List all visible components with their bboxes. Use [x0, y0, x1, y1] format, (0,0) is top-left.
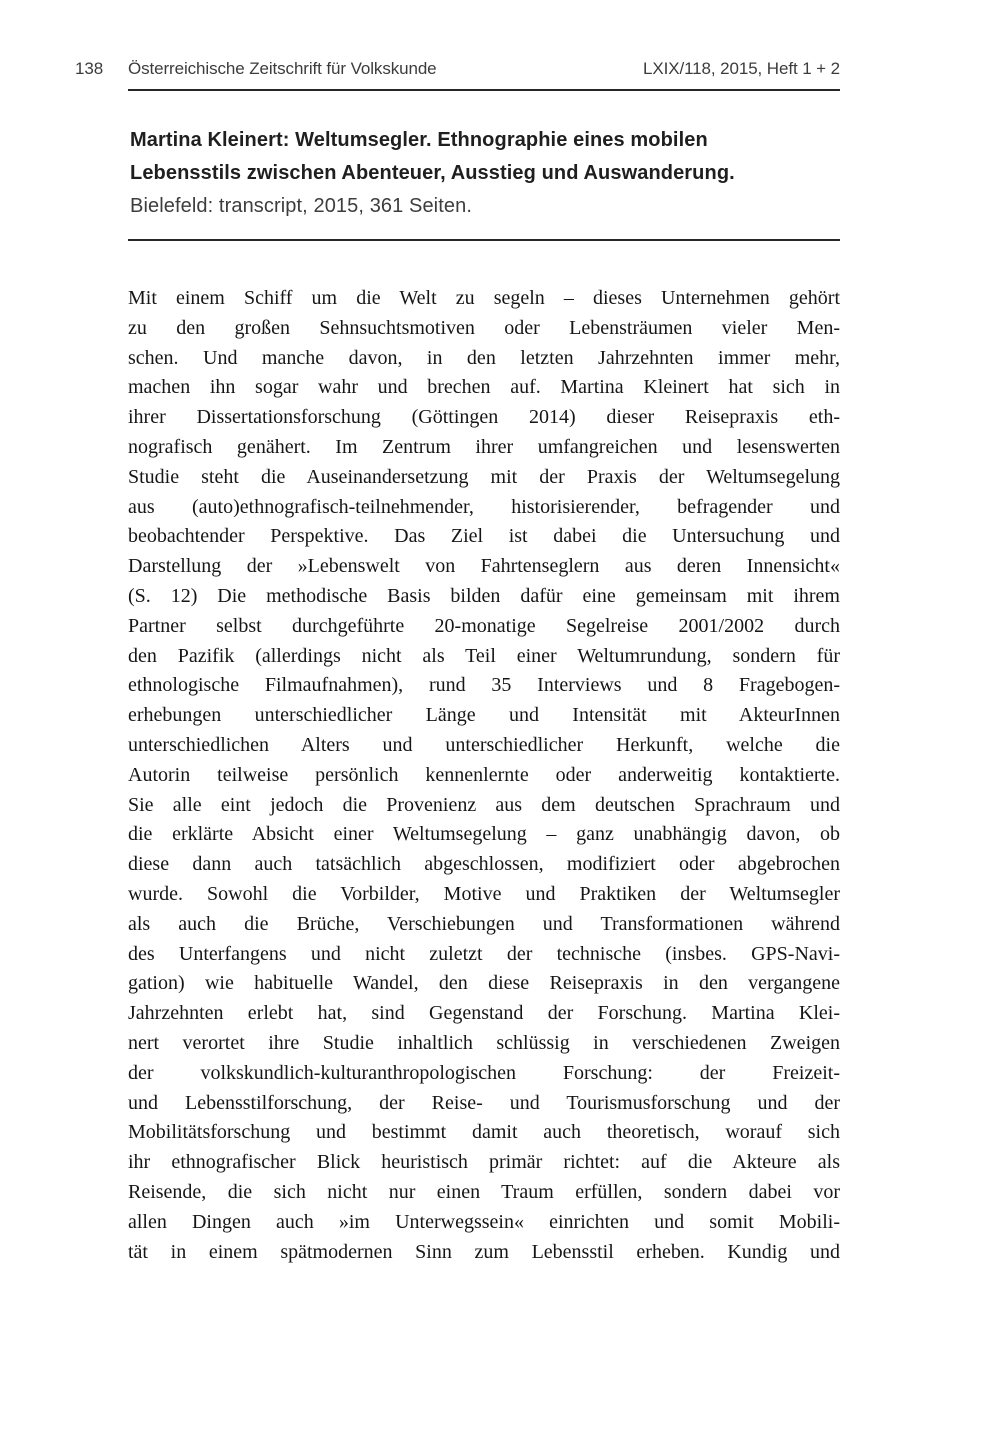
- title-divider: [128, 239, 840, 241]
- body-line: gation) wie habituelle Wandel, den diese Reisepraxis in den vergangene: [128, 972, 840, 995]
- body-line: tät in einem spätmodernen Sinn zum Lebensstil erheben. Kundig und: [128, 1240, 840, 1263]
- body-line: nografisch genähert. Im Zentrum ihrer umfangreichen und lesenswerten: [128, 435, 840, 458]
- body-line: Mit einem Schiff um die Welt zu segeln – dieses Unternehmen gehört: [128, 287, 840, 309]
- body-line: allen Dingen auch »im Unterwegssein« einrichten und somit Mobili-: [128, 1210, 840, 1233]
- book-title-line-2: Lebensstils zwischen Abenteuer, Ausstieg und Auswanderung.: [130, 162, 735, 184]
- body-line: unterschiedlichen Alters und unterschiedlicher Herkunft, welche die: [128, 733, 840, 756]
- body-line: ihr ethnografischer Blick heuristisch primär richtet: auf die Akteure als: [128, 1151, 840, 1174]
- body-line: Sie alle eint jedoch die Provenienz aus dem deutschen Sprachraum und: [128, 793, 840, 816]
- body-line: schen. Und manche davon, in den letzten Jahrzehnten immer mehr,: [128, 346, 840, 369]
- body-line: Reisende, die sich nicht nur einen Traum erfüllen, sondern dabei vor: [128, 1180, 840, 1203]
- book-title-line-1: Martina Kleinert: Weltumsegler. Ethnographie eines mobilen: [130, 129, 708, 151]
- book-imprint: Bielefeld: transcript, 2015, 361 Seiten.: [130, 195, 472, 217]
- review-heading: [130, 124, 842, 223]
- body-line: ihrer Dissertationsforschung (Göttingen 2014) dieser Reisepraxis eth-: [128, 406, 840, 429]
- body-line: als auch die Brüche, Verschiebungen und Transformationen während: [128, 912, 840, 935]
- body-line: erhebungen unterschiedlicher Länge und Intensität mit AkteurInnen: [128, 704, 840, 727]
- body-line: den Pazifik (allerdings nicht als Teil einer Weltumrundung, sondern für: [128, 644, 840, 667]
- issue-info: LXIX/118, 2015, Heft 1 + 2: [643, 59, 840, 78]
- header-divider: [128, 89, 840, 91]
- running-header: [0, 59, 1000, 79]
- body-line: Partner selbst durchgeführte 20-monatige Segelreise 2001/2002 durch: [128, 614, 840, 637]
- body-line: nert verortet ihre Studie inhaltlich schlüssig in verschiedenen Zweigen: [128, 1031, 840, 1054]
- body-line: zu den großen Sehnsuchtsmotiven oder Lebensträumen vieler Men-: [128, 316, 840, 339]
- review-body: [128, 284, 840, 1267]
- body-line: aus (auto)ethnografisch-teilnehmender, historisierender, befragender und: [128, 495, 840, 518]
- body-line: des Unterfangens und nicht zuletzt der technische (insbes. GPS-Navi-: [128, 942, 840, 965]
- journal-title: Österreichische Zeitschrift für Volkskunde: [128, 59, 437, 78]
- body-line: beobachtender Perspektive. Das Ziel ist dabei die Untersuchung und: [128, 525, 840, 548]
- body-line: der volkskundlich-kulturanthropologischen Forschung: der Freizeit-: [128, 1061, 840, 1084]
- page-number: 138: [75, 59, 104, 78]
- body-line: und Lebensstilforschung, der Reise- und Tourismusforschung und der: [128, 1091, 840, 1114]
- body-line: (S. 12) Die methodische Basis bilden dafür eine gemeinsam mit ihrem: [128, 584, 840, 607]
- body-line: wurde. Sowohl die Vorbilder, Motive und Praktiken der Weltumsegler: [128, 882, 840, 905]
- body-line: machen ihn sogar wahr und brechen auf. Martina Kleinert hat sich in: [128, 376, 840, 399]
- body-line: diese dann auch tatsächlich abgeschlossen, modifiziert oder abgebrochen: [128, 853, 840, 876]
- body-line: die erklärte Absicht einer Weltumsegelung – ganz unabhängig davon, ob: [128, 823, 840, 846]
- body-line: Autorin teilweise persönlich kennenlernte oder anderweitig kontaktierte.: [128, 763, 840, 786]
- body-line: Jahrzehnten erlebt hat, sind Gegenstand der Forschung. Martina Klei-: [128, 1002, 840, 1025]
- body-line: ethnologische Filmaufnahmen), rund 35 Interviews und 8 Fragebogen-: [128, 674, 840, 697]
- body-line: Darstellung der »Lebenswelt von Fahrtenseglern aus deren Innensicht«: [128, 555, 840, 578]
- body-line: Mobilitätsforschung und bestimmt damit auch theoretisch, worauf sich: [128, 1121, 840, 1144]
- body-line: Studie steht die Auseinandersetzung mit der Praxis der Weltumsegelung: [128, 465, 840, 488]
